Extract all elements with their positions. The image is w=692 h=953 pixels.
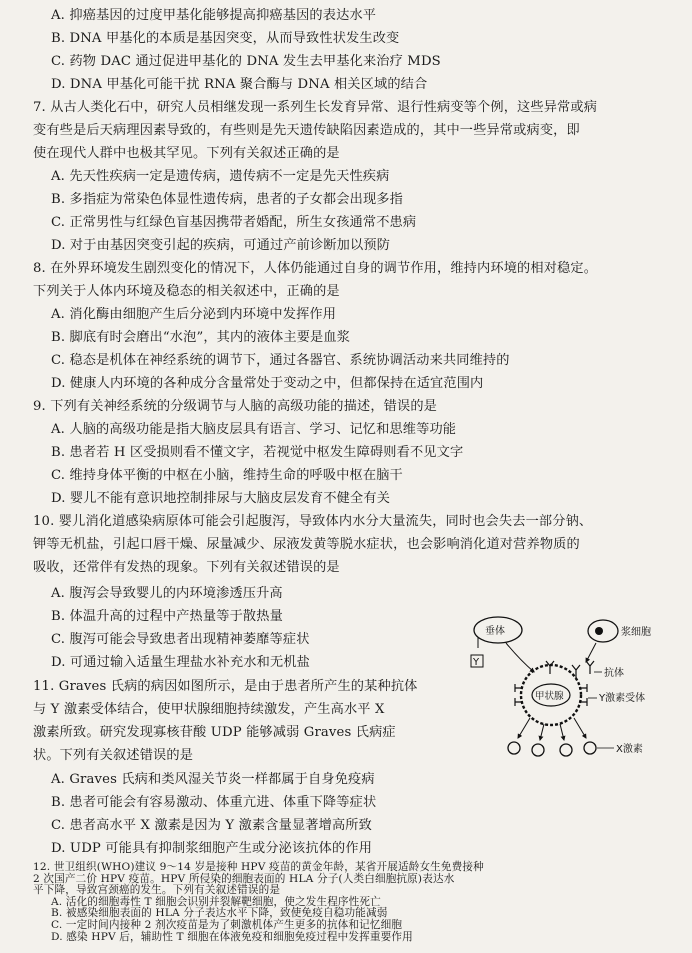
q10-stem-line-2: 钾等无机盐，引起口唇干燥、尿量减少、尿液发黄等脱水症状，也会影响消化道对营养物质的 [33,537,580,552]
q7-stem-line-1: 7. 从古人类化石中，研究人员相继发现一系列生长发育异常、退行性病变等个例，这些异常或病 [33,100,598,115]
q6-option-b: B. DNA 甲基化的本质是基因突变，从而导致性状发生改变 [51,31,400,46]
q12-stem-line-3: 平下降，导致宫颈癌的发生。下列有关叙述错误的是 [33,884,281,897]
plasma-to-antibody-arrow [586,643,596,662]
secretion-arrows [518,718,586,740]
q11-option-c: C. 患者高水平 X 激素是因为 Y 激素含量显著增高所致 [51,818,372,833]
q7-stem-line-2: 变有些是后天病理因素导致的，有些则是先天遗传缺陷因素造成的，其中一些异常或病变，即 [33,123,580,138]
q8-option-d: D. 健康人内环境的各种成分含量常处于变动之中，但都保持在适宜范围内 [51,376,484,391]
antibody-icons [546,661,594,678]
plasma-cell-nucleus [595,627,603,635]
q8-option-c: C. 稳态是机体在神经系统的调节下，通过各器官、系统协调活动来共同维持的 [51,353,510,368]
plasma-cell-label: 浆细胞 [621,627,651,638]
x-hormone-circles [508,742,596,756]
pituitary-label: 垂体 [485,626,505,637]
thyroid-label: 甲状腺 [535,691,564,702]
q7-option-a: A. 先天性疾病一定是遗传病，遗传病不一定是先天性疾病 [51,169,390,184]
q12-option-a: A. 活化的细胞毒性 T 细胞会识别并裂解靶细胞，使之发生程序性死亡 [51,895,381,908]
x-hormone-label: X激素 [616,744,643,755]
q10-option-b: B. 体温升高的过程中产热量等于散热量 [51,609,283,624]
q9-option-d: D. 婴儿不能有意识地控制排尿与大脑皮层发育不健全有关 [51,491,391,506]
y-receptor-label: Y激素受体 [599,693,646,704]
y-hormone-mark: Y [473,657,480,668]
q9-option-b: B. 患者若 H 区受损则看不懂文字，若视觉中枢发生障碍则看不见文字 [51,445,464,460]
q7-option-c: C. 正常男性与红绿色盲基因携带者婚配，所生女孩通常不患病 [51,215,417,230]
q10-stem-line-3: 吸收，还常伴有发热的现象。下列有关叙述错误的是 [33,560,340,575]
q10-option-d: D. 可通过输入适量生理盐水补充水和无机盐 [51,655,311,670]
q9-option-a: A. 人脑的高级功能是指大脑皮层具有语言、学习、记忆和思维等功能 [51,422,457,437]
pituitary-to-thyroid-arrow [506,643,534,672]
q12-option-b: B. 被感染细胞表面的 HLA 分子表达水平下降，致使免疫自稳功能减弱 [51,907,388,920]
q8-option-b: B. 脚底有时会磨出“水泡”，其内的液体主要是血浆 [51,330,351,345]
graves-disease-figure [468,610,690,768]
q6-option-a: A. 抑癌基因的过度甲基化能够提高抑癌基因的表达水平 [51,8,377,23]
q12-option-d: D. 感染 HPV 后，辅助性 T 细胞在体液免疫和细胞免疫过程中发挥重要作用 [51,930,413,943]
q11-stem-line-3: 激素所致。研究发现寡核苷酸 UDP 能够减弱 Graves 氏病症 [33,725,396,740]
q7-option-b: B. 多指症为常染色体显性遗传病，患者的子女都会出现多指 [51,192,403,207]
q8-stem-line-1: 8. 在外界环境发生剧烈变化的情况下，人体仍能通过自身的调节作用，维持内环境的相对稳定。 [33,261,598,276]
q6-option-d: D. DNA 甲基化可能干扰 RNA 聚合酶与 DNA 相关区域的结合 [51,77,428,92]
q12-stem-line-1: 12. 世卫组织(WHO)建议 9～14 岁是接种 HPV 疫苗的黄金年龄，某省开展适龄女生免费接种 [33,861,484,873]
q11-stem-line-4: 状。下列有关叙述错误的是 [33,748,194,763]
graves-diagram [468,610,690,768]
q11-option-b: B. 患者可能会有容易激动、体重亢进、体重下降等症状 [51,795,377,810]
q10-option-c: C. 腹泻可能会导致患者出现精神萎靡等症状 [51,632,310,647]
q11-option-a: A. Graves 氏病和类风湿关节炎一样都属于自身免疫病 [51,772,375,787]
q8-option-a: A. 消化酶由细胞产生后分泌到内环境中发挥作用 [51,307,337,322]
antibody-label: 抗体 [604,668,624,679]
q12-stem-line-2: 2 次国产二价 HPV 疫苗。HPV 所侵染的细胞表面的 HLA 分子(人类白细胞抗原)表达水 [33,872,455,885]
q12-option-c: C. 一定时间内接种 2 剂次疫苗是为了刺激机体产生更多的抗体和记忆细胞 [51,919,403,931]
q7-stem-line-3: 使在现代人群中也极其罕见。下列有关叙述正确的是 [33,146,340,161]
q9-option-c: C. 维持身体平衡的中枢在小脑，维持生命的呼吸中枢在脑干 [51,468,403,483]
q11-stem-line-1: 11. Graves 氏病的病因如图所示，是由于患者所产生的某种抗体 [33,679,418,694]
q6-option-c: C. 药物 DAC 通过促进甲基化的 DNA 发生去甲基化来治疗 MDS [51,54,441,69]
q8-stem-line-2: 下列关于人体内环境及稳态的相关叙述中，正确的是 [33,284,340,299]
q9-stem: 9. 下列有关神经系统的分级调节与人脑的高级功能的描述，错误的是 [33,399,438,414]
q10-stem-line-1: 10. 婴儿消化道感染病原体可能会引起腹泻，导致体内水分大量流失，同时也会失去一部分钠、 [33,514,593,529]
q11-option-d: D. UDP 可能具有抑制浆细胞产生或分泌该抗体的作用 [51,841,373,856]
q7-option-d: D. 对于由基因突变引起的疾病，可通过产前诊断加以预防 [51,238,391,253]
q10-option-a: A. 腹泻会导致婴儿的内环境渗透压升高 [51,586,283,601]
q11-stem-line-2: 与 Y 激素受体结合，使甲状腺细胞持续激发，产生高水平 X [33,702,385,717]
